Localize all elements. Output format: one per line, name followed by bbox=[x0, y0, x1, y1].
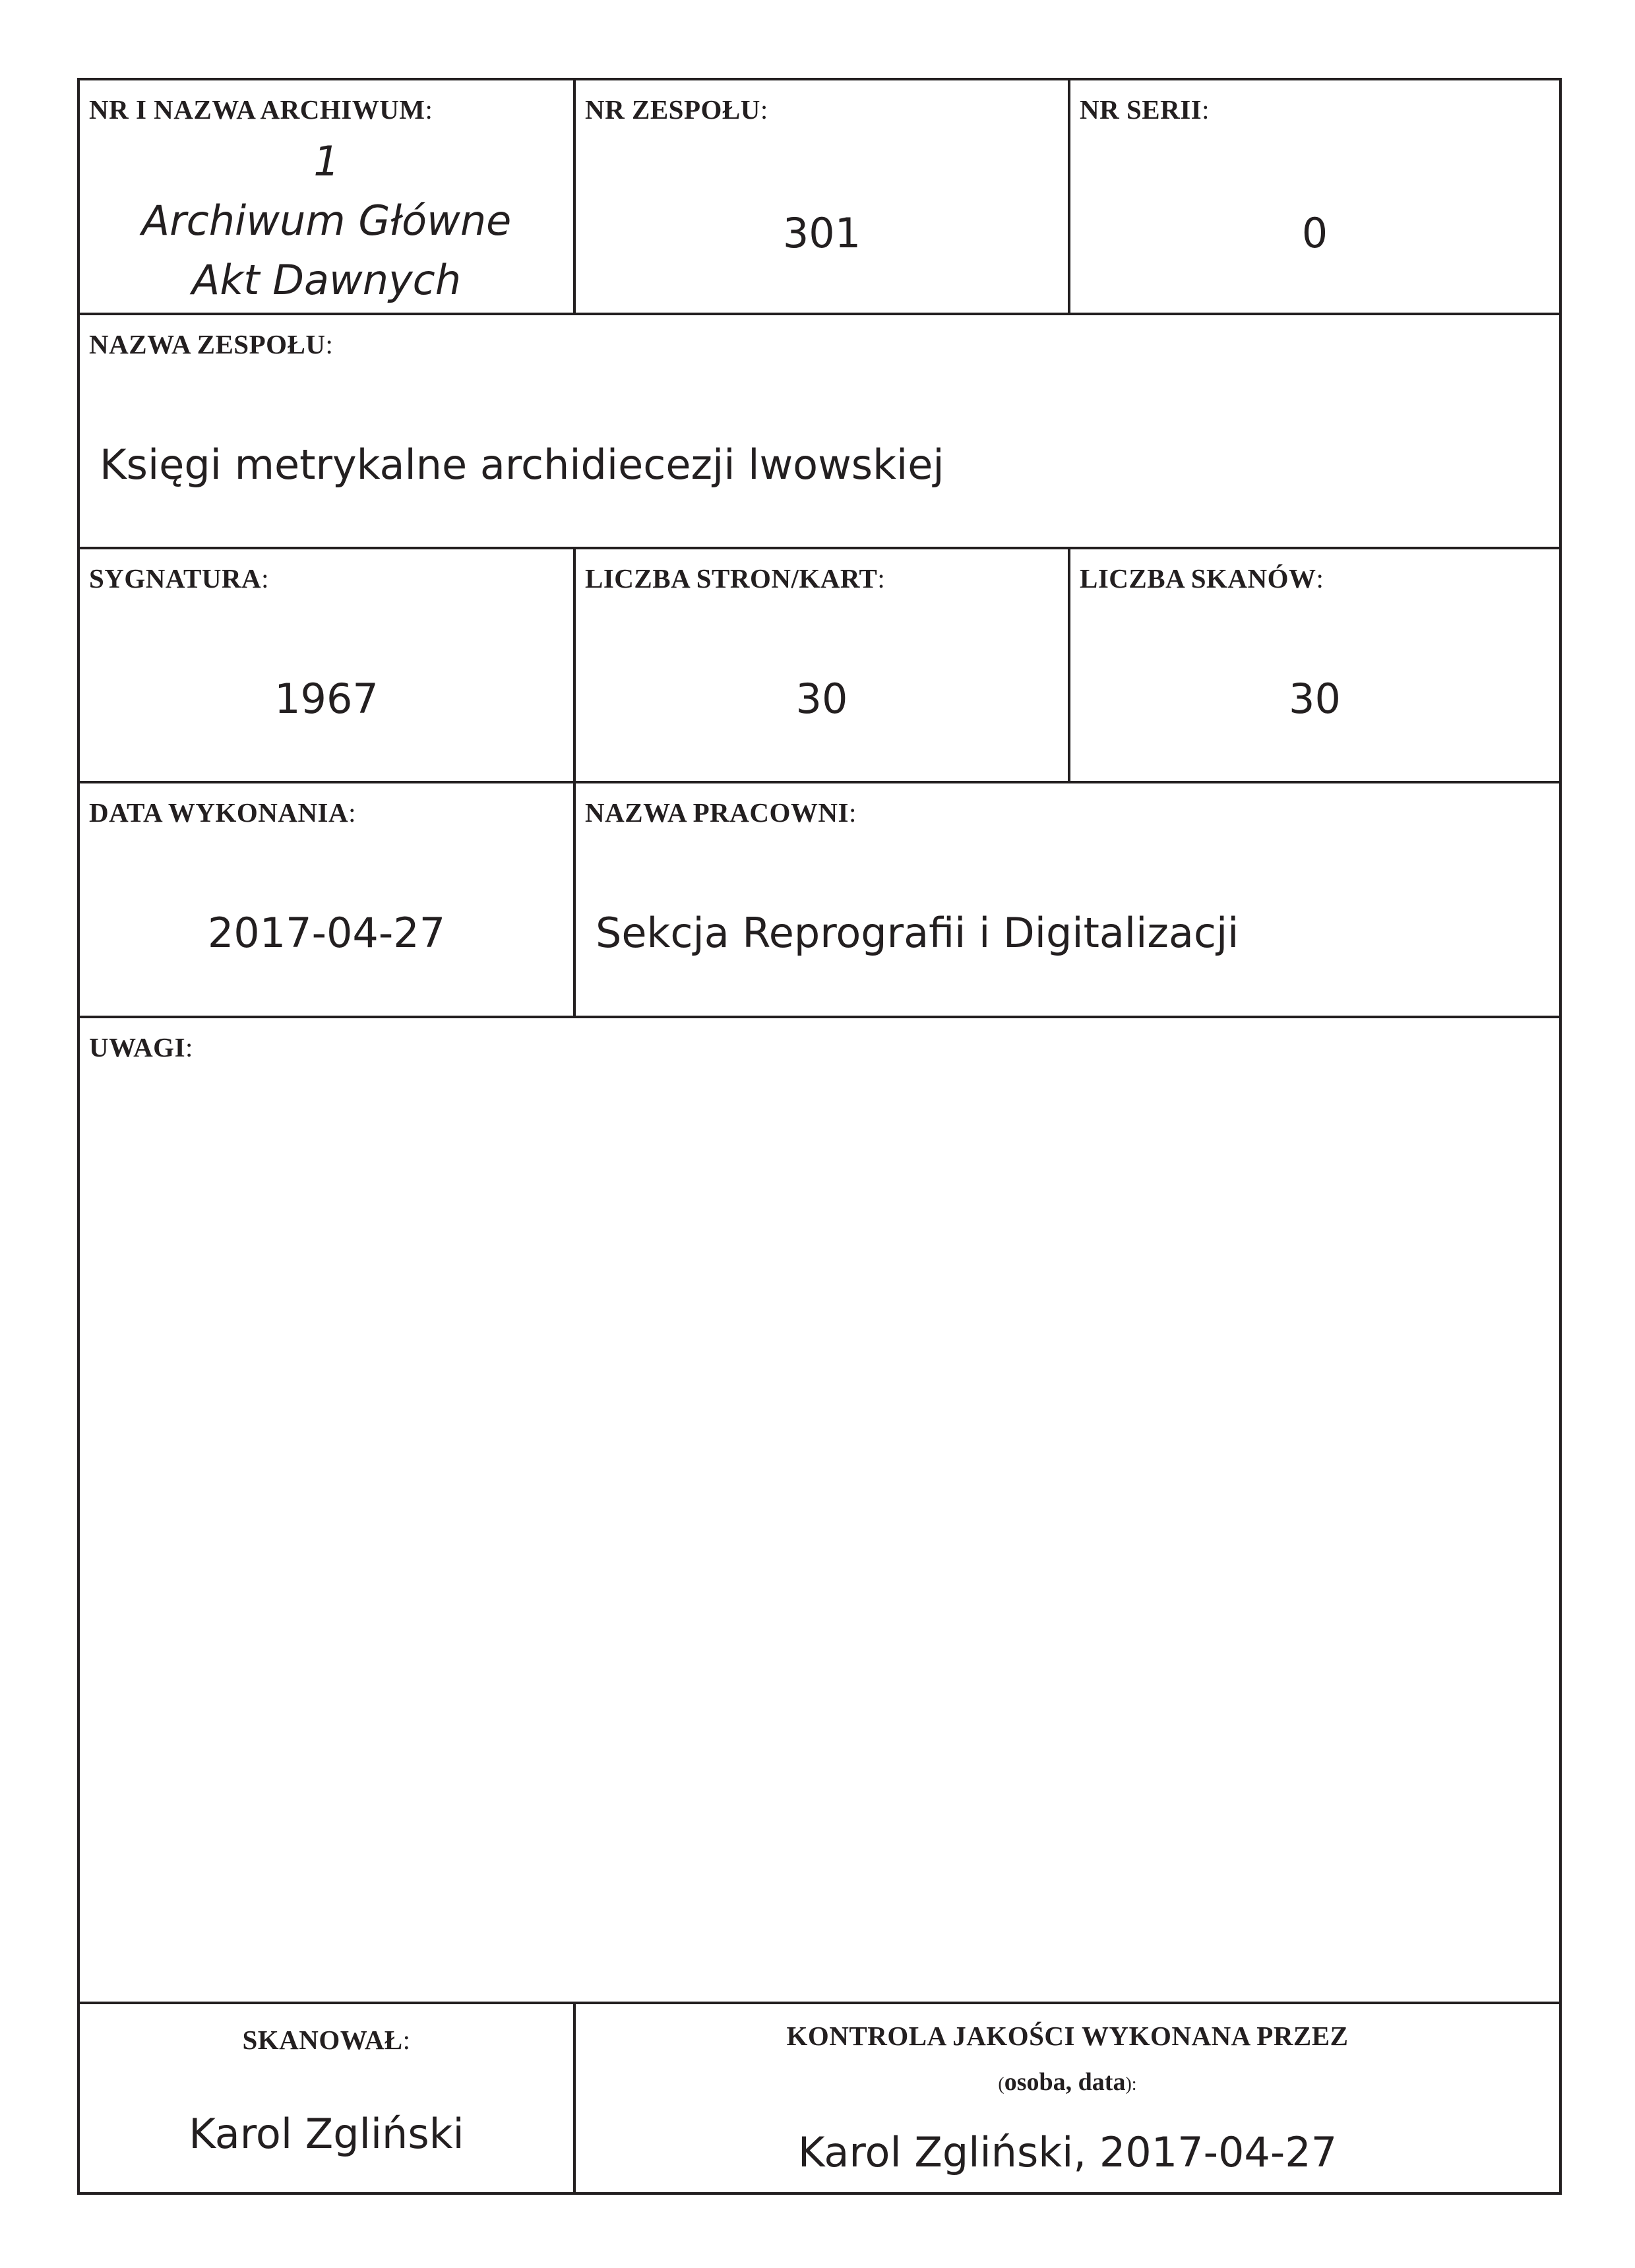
cell-archive bbox=[80, 80, 576, 313]
quality-control-sublabel: (osoba, data): bbox=[998, 2068, 1137, 2096]
page-count-value: 30 bbox=[795, 675, 848, 723]
row-counts bbox=[80, 549, 1559, 783]
cell-scanned-by bbox=[80, 2004, 576, 2192]
row-remarks bbox=[80, 1018, 1559, 2004]
scanned-by-label: SKANOWAŁ: bbox=[242, 2025, 411, 2055]
row-archive-info bbox=[80, 80, 1559, 315]
archive-metadata-card bbox=[77, 78, 1562, 2195]
scanned-by-value: Karol Zgliński bbox=[189, 2110, 464, 2158]
archive-label: NR I NAZWA ARCHIWUM: bbox=[89, 94, 433, 125]
scan-count-value: 30 bbox=[1289, 675, 1341, 723]
scan-count-label: LICZBA SKANÓW: bbox=[1080, 563, 1324, 594]
archive-name-block bbox=[80, 132, 573, 310]
cell-page-count bbox=[576, 549, 1070, 781]
execution-date-label: DATA WYKONANIA: bbox=[89, 797, 357, 828]
row-date-workshop bbox=[80, 783, 1559, 1018]
fonds-number-value: 301 bbox=[782, 209, 861, 257]
cell-remarks bbox=[80, 1018, 1559, 2002]
remarks-label: UWAGI: bbox=[89, 1032, 193, 1062]
cell-quality-control bbox=[576, 2004, 1559, 2192]
cell-fonds-number bbox=[576, 80, 1070, 313]
workshop-name-value: Sekcja Reprografii i Digitalizacji bbox=[596, 909, 1239, 957]
page-count-label: LICZBA STRON/KART: bbox=[585, 563, 886, 594]
cell-execution-date bbox=[80, 783, 576, 1016]
fonds-name-value: Księgi metrykalne archidiecezji lwowskiej bbox=[100, 441, 944, 489]
quality-control-value: Karol Zgliński, 2017-04-27 bbox=[797, 2128, 1338, 2176]
cell-scan-count bbox=[1070, 549, 1559, 781]
cell-signature bbox=[80, 549, 576, 781]
cell-workshop-name bbox=[576, 783, 1559, 1016]
execution-date-value: 2017-04-27 bbox=[207, 909, 446, 957]
archive-name-line1: Archiwum Główne bbox=[141, 197, 512, 245]
archive-name-line2: Akt Dawnych bbox=[191, 256, 462, 304]
archive-number: 1 bbox=[313, 137, 340, 185]
signature-value: 1967 bbox=[274, 675, 379, 723]
cell-series-number bbox=[1070, 80, 1559, 313]
workshop-name-label: NAZWA PRACOWNI: bbox=[585, 797, 857, 828]
fonds-number-label: NR ZESPOŁU: bbox=[585, 94, 768, 125]
cell-fonds-name bbox=[80, 315, 1559, 547]
series-number-label: NR SERII: bbox=[1080, 94, 1210, 125]
row-signoff bbox=[80, 2004, 1559, 2192]
signature-label: SYGNATURA: bbox=[89, 563, 270, 594]
series-number-value: 0 bbox=[1301, 209, 1328, 257]
fonds-name-label: NAZWA ZESPOŁU: bbox=[89, 329, 334, 359]
row-fonds-name bbox=[80, 315, 1559, 549]
quality-control-label: KONTROLA JAKOŚCI WYKONANA PRZEZ bbox=[786, 2021, 1349, 2051]
